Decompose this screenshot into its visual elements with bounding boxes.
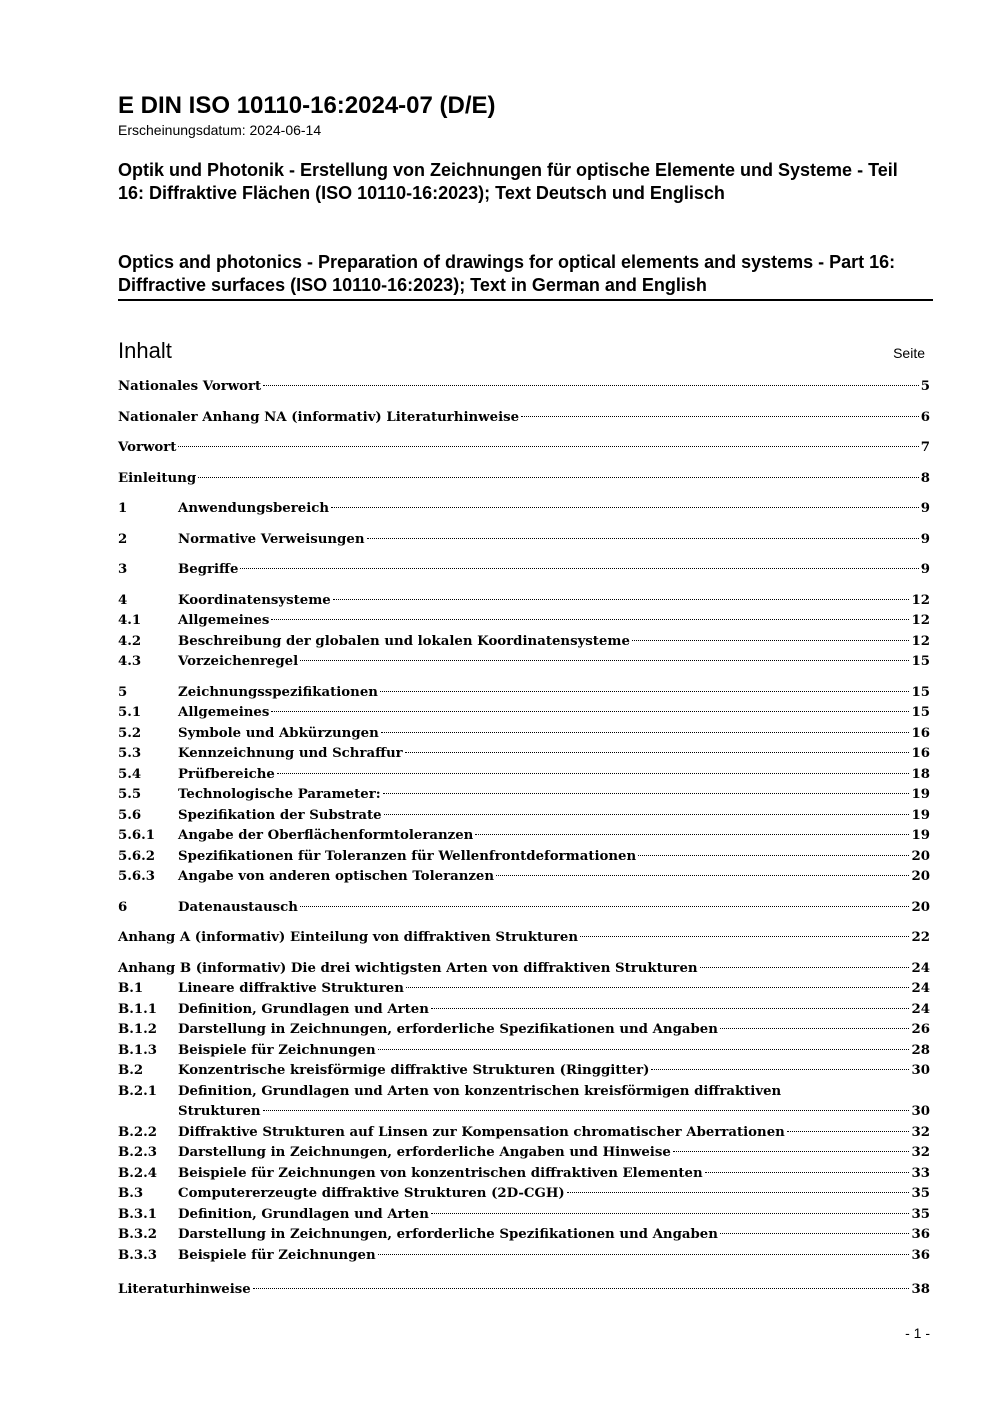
toc-entry[interactable]: 4.3 Vorzeichenregel 15 xyxy=(118,654,930,669)
toc-entry[interactable]: 4 Koordinatensysteme 12 xyxy=(118,592,930,608)
toc-entry[interactable]: Nationaler Anhang NA (informativ) Literaturhinweise 6 xyxy=(118,409,930,425)
toc-entry[interactable]: B.3.3 Beispiele für Zeichnungen 36 xyxy=(118,1247,930,1263)
toc-entry[interactable]: 6 Datenaustausch 20 xyxy=(118,899,930,915)
toc-entry[interactable]: 5 Zeichnungsspezifikationen 15 xyxy=(118,684,930,700)
toc-entry[interactable]: Nationales Vorwort 5 xyxy=(118,379,930,394)
toc-entry[interactable]: B.2.1 Definition, Grundlagen und Arten von konzentrischen kreisförmigen diffraktiven xyxy=(118,1083,782,1099)
toc-entry[interactable]: 2 Normative Verweisungen 9 xyxy=(118,531,930,547)
toc-entry[interactable]: B.3.1 Definition, Grundlagen und Arten 35 xyxy=(118,1206,930,1222)
table-of-contents xyxy=(118,377,930,1301)
toc-entry[interactable]: 1 Anwendungsbereich 9 xyxy=(118,501,930,516)
toc-entry[interactable]: 5.2 Symbole und Abkürzungen 16 xyxy=(118,725,930,741)
toc-entry-continuation[interactable]: Strukturen 30 xyxy=(178,1104,930,1119)
title-german: Optik und Photonik - Erstellung von Zeichnungen für optische Elemente und Systeme - Teil 16: Diffraktive Flächen (ISO 10110-16:2023); Text Deutsch und Englisch xyxy=(118,160,898,203)
toc-entry[interactable]: 5.3 Kennzeichnung und Schraffur 16 xyxy=(118,746,930,761)
toc-entry[interactable]: B.3 Computererzeugte diffraktive Strukturen (2D-CGH) 35 xyxy=(118,1186,930,1201)
toc-entry[interactable]: 3 Begriffe 9 xyxy=(118,562,930,577)
toc-entry[interactable]: B.1.3 Beispiele für Zeichnungen 28 xyxy=(118,1042,930,1058)
title-english: Optics and photonics - Preparation of drawings for optical elements and systems - Part 16: Diffractive surfaces (ISO 10110-16:2023); Text in German and English xyxy=(118,251,933,301)
toc-entry[interactable]: Anhang A (informativ) Einteilung von diffraktiven Strukturen 22 xyxy=(118,930,930,945)
toc-entry[interactable]: B.2 Konzentrische kreisförmige diffraktive Strukturen (Ringgitter) 30 xyxy=(118,1063,930,1078)
toc-entry[interactable]: B.2.3 Darstellung in Zeichnungen, erforderliche Angaben und Hinweise 32 xyxy=(118,1145,930,1160)
toc-entry[interactable]: 5.6.2 Spezifikationen für Toleranzen für Wellenfrontdeformationen 20 xyxy=(118,848,930,864)
toc-entry[interactable]: 5.5 Technologische Parameter: 19 xyxy=(118,787,930,802)
toc-entry[interactable]: B.1 Lineare diffraktive Strukturen 24 xyxy=(118,981,930,996)
toc-entry[interactable]: Einleitung 8 xyxy=(118,470,930,486)
toc-page-label: Seite xyxy=(893,345,925,361)
toc-entry[interactable]: B.2.4 Beispiele für Zeichnungen von konzentrischen diffraktiven Elementen 33 xyxy=(118,1165,930,1181)
toc-entry[interactable]: B.1.1 Definition, Grundlagen und Arten 24 xyxy=(118,1001,930,1017)
toc-entry[interactable]: Literaturhinweise 38 xyxy=(118,1282,930,1297)
page-number: - 1 - xyxy=(905,1325,930,1341)
toc-entry[interactable]: 5.6.3 Angabe von anderen optischen Toleranzen 20 xyxy=(118,869,930,884)
publication-date: Erscheinungsdatum: 2024-06-14 xyxy=(118,122,322,138)
toc-entry[interactable]: 4.1 Allgemeines 12 xyxy=(118,613,930,628)
toc-entry[interactable]: B.1.2 Darstellung in Zeichnungen, erforderliche Spezifikationen und Angaben 26 xyxy=(118,1022,930,1037)
toc-entry[interactable]: Anhang B (informativ) Die drei wichtigsten Arten von diffraktiven Strukturen 24 xyxy=(118,960,930,976)
toc-entry[interactable]: B.2.2 Diffraktive Strukturen auf Linsen zur Kompensation chromatischer Aberrationen 32 xyxy=(118,1124,930,1140)
toc-entry[interactable]: 5.1 Allgemeines 15 xyxy=(118,705,930,720)
toc-entry[interactable]: Vorwort 7 xyxy=(118,440,930,455)
document-number: E DIN ISO 10110-16:2024-07 (D/E) xyxy=(118,92,496,119)
toc-entry[interactable]: 5.6.1 Angabe der Oberflächenformtoleranzen 19 xyxy=(118,828,930,843)
toc-entry[interactable]: B.3.2 Darstellung in Zeichnungen, erforderliche Spezifikationen und Angaben 36 xyxy=(118,1227,930,1242)
toc-heading: Inhalt xyxy=(118,338,172,363)
toc-entry[interactable]: 5.4 Prüfbereiche 18 xyxy=(118,766,930,782)
toc-entry[interactable]: 5.6 Spezifikation der Substrate 19 xyxy=(118,807,930,823)
toc-entry[interactable]: 4.2 Beschreibung der globalen und lokalen Koordinatensysteme 12 xyxy=(118,633,930,649)
